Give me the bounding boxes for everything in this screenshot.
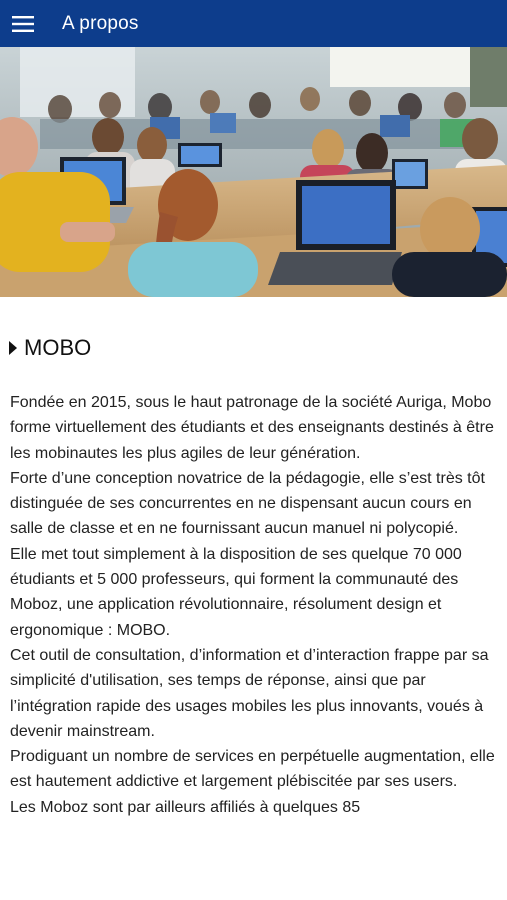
lecture-hall-illustration bbox=[0, 47, 507, 297]
hamburger-menu-icon bbox=[11, 14, 35, 34]
app-bar bbox=[0, 0, 507, 47]
page-title: A propos bbox=[62, 12, 139, 34]
about-text bbox=[10, 390, 498, 820]
section-heading bbox=[9, 335, 91, 361]
paragraph: Prodiguant un nombre de services en perpétuelle augmentation, elle est hautement addictive et largement plébiscitée par ses users. bbox=[10, 748, 495, 791]
paragraph: Cet outil de consultation, d’information et d’interaction frappe par sa simplicité d'utilisation, ses temps de réponse, ainsi que par l’intégration rapide des usages mobiles les plus innovants, voués à devenir mainstream. bbox=[10, 646, 489, 740]
menu-button[interactable] bbox=[5, 0, 41, 47]
paragraph: Forte d’une conception novatrice de la pédagogie, elle s’est très tôt distinguée de ses concurrentes en ne dispensant aucun cours en salle de classe et en ne fournissant aucun manuel ni polycopié. bbox=[10, 469, 485, 538]
paragraph: Fondée en 2015, sous le haut patronage de la société Auriga, Mobo forme virtuellement des étudiants et des enseignants destinés à être les mobinautes les plus agiles de leur génération. bbox=[10, 394, 494, 462]
paragraph: Les Moboz sont par ailleurs affiliés à quelques 85 bbox=[10, 798, 361, 816]
section-title-text: MOBO bbox=[24, 335, 92, 360]
caret-right-icon bbox=[9, 341, 17, 355]
paragraph: Elle met tout simplement à la disposition de ses quelque 70 000 étudiants et 5 000 professeurs, qui forment la communauté des Moboz, une application révolutionnaire, résolument design et ergonomique : MOBO. bbox=[10, 545, 462, 639]
hero-image bbox=[0, 47, 507, 297]
